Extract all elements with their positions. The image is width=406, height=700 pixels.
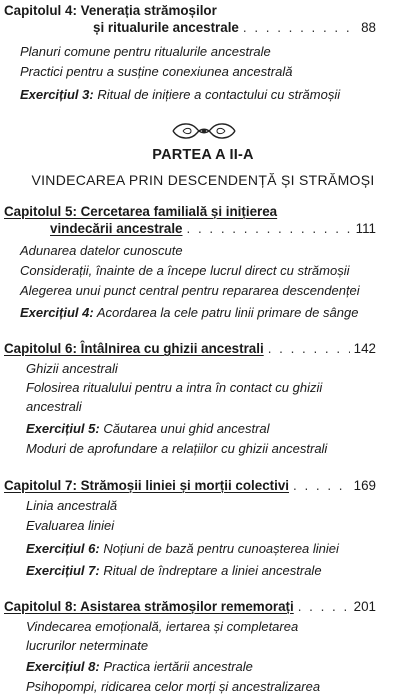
toc-exercise-5[interactable] xyxy=(26,420,406,437)
dot-leader xyxy=(298,598,350,615)
toc-exercise-6[interactable] xyxy=(26,540,406,557)
chapter-5-heading[interactable] xyxy=(4,203,376,237)
exercise-label: Exercițiul 8: xyxy=(26,659,100,674)
toc-subitem[interactable]: Folosirea ritualului pentru a intra în contact cu ghizii xyxy=(26,380,323,395)
chapter-8-title: Capitolul 8: Asistarea strămoșilor rememorați xyxy=(4,599,294,614)
toc-subitem[interactable]: Practici pentru a susține conexiunea ancestrală xyxy=(20,64,293,79)
toc-subitem[interactable]: Vindecarea emoțională, iertarea și completarea xyxy=(26,619,299,634)
toc-subitem-continuation: ancestrali xyxy=(26,399,82,414)
toc-exercise-3[interactable] xyxy=(20,86,406,103)
toc-subitem[interactable]: Considerații, înainte de a începe lucrul direct cu strămoșii xyxy=(20,263,350,278)
exercise-text: Ritual de îndreptare a liniei ancestrale xyxy=(99,563,322,578)
dot-leader xyxy=(293,477,350,494)
toc-exercise-7[interactable] xyxy=(26,562,406,579)
chapter-5-page-number: 111 xyxy=(355,221,376,236)
toc-subitem[interactable]: Alegerea unui punct central pentru repararea descendenței xyxy=(20,283,360,298)
exercise-text: Acordarea la cele patru linii primare de sânge xyxy=(93,305,359,320)
dot-leader xyxy=(243,19,357,36)
decorative-flourish-icon xyxy=(169,120,239,142)
chapter-7-title: Capitolul 7: Strămoșii liniei și morții colectivi xyxy=(4,478,289,493)
exercise-text: Ritual de inițiere a contactului cu strămoșii xyxy=(93,87,341,102)
toc-subitem[interactable]: Psihopompi, ridicarea celor morți și ancestralizarea xyxy=(26,679,321,694)
exercise-label: Exercițiul 3: xyxy=(20,87,94,102)
chapter-6-title: Capitolul 6: Întâlnirea cu ghizii ancestrali xyxy=(4,341,264,356)
exercise-text: Noțiuni de bază pentru cunoașterea liniei xyxy=(99,541,339,556)
toc-subitem[interactable]: Adunarea datelor cunoscute xyxy=(20,243,183,258)
chapter-5-title-line1: Capitolul 5: Cercetarea familială și inițierea xyxy=(4,204,278,219)
chapter-7-heading[interactable] xyxy=(4,477,376,494)
toc-subitem[interactable]: Linia ancestrală xyxy=(26,498,118,513)
exercise-label: Exercițiul 7: xyxy=(26,563,100,578)
chapter-5-title-line2: vindecării ancestrale xyxy=(50,221,183,236)
dot-leader xyxy=(268,340,350,357)
part-title: PARTEA A II-A xyxy=(152,147,254,163)
toc-exercise-4[interactable] xyxy=(20,304,406,321)
exercise-label: Exercițiul 6: xyxy=(26,541,100,556)
part-subtitle: VINDECAREA PRIN DESCENDENȚĂ ȘI STRĂMOȘI xyxy=(31,172,375,188)
toc-exercise-8[interactable] xyxy=(26,658,406,675)
toc-subitem-continuation: lucrurilor neterminate xyxy=(26,638,149,653)
exercise-text: Căutarea unui ghid ancestral xyxy=(99,421,270,436)
exercise-text: Practica iertării ancestrale xyxy=(99,659,253,674)
chapter-6-page-number: 142 xyxy=(353,341,376,356)
dot-leader xyxy=(187,220,352,237)
chapter-4-page-number: 88 xyxy=(361,20,376,35)
chapter-8-page-number: 201 xyxy=(353,599,376,614)
chapter-4-title-line1: Capitolul 4: Venerația strămoșilor xyxy=(4,3,217,18)
chapter-6-heading[interactable] xyxy=(4,340,376,357)
toc-subitem[interactable]: Evaluarea liniei xyxy=(26,518,115,533)
chapter-4-title-line2: și ritualurile ancestrale xyxy=(93,20,239,35)
toc-subitem[interactable]: Moduri de aprofundare a relațiilor cu ghizii ancestrali xyxy=(26,441,328,456)
exercise-label: Exercițiul 4: xyxy=(20,305,94,320)
toc-subitem[interactable]: Ghizii ancestrali xyxy=(26,361,118,376)
chapter-8-heading[interactable] xyxy=(4,598,376,615)
toc-subitem[interactable]: Planuri comune pentru ritualurile ancestrale xyxy=(20,44,271,59)
chapter-4-heading[interactable] xyxy=(4,2,376,36)
chapter-7-page-number: 169 xyxy=(353,478,376,493)
exercise-label: Exercițiul 5: xyxy=(26,421,100,436)
